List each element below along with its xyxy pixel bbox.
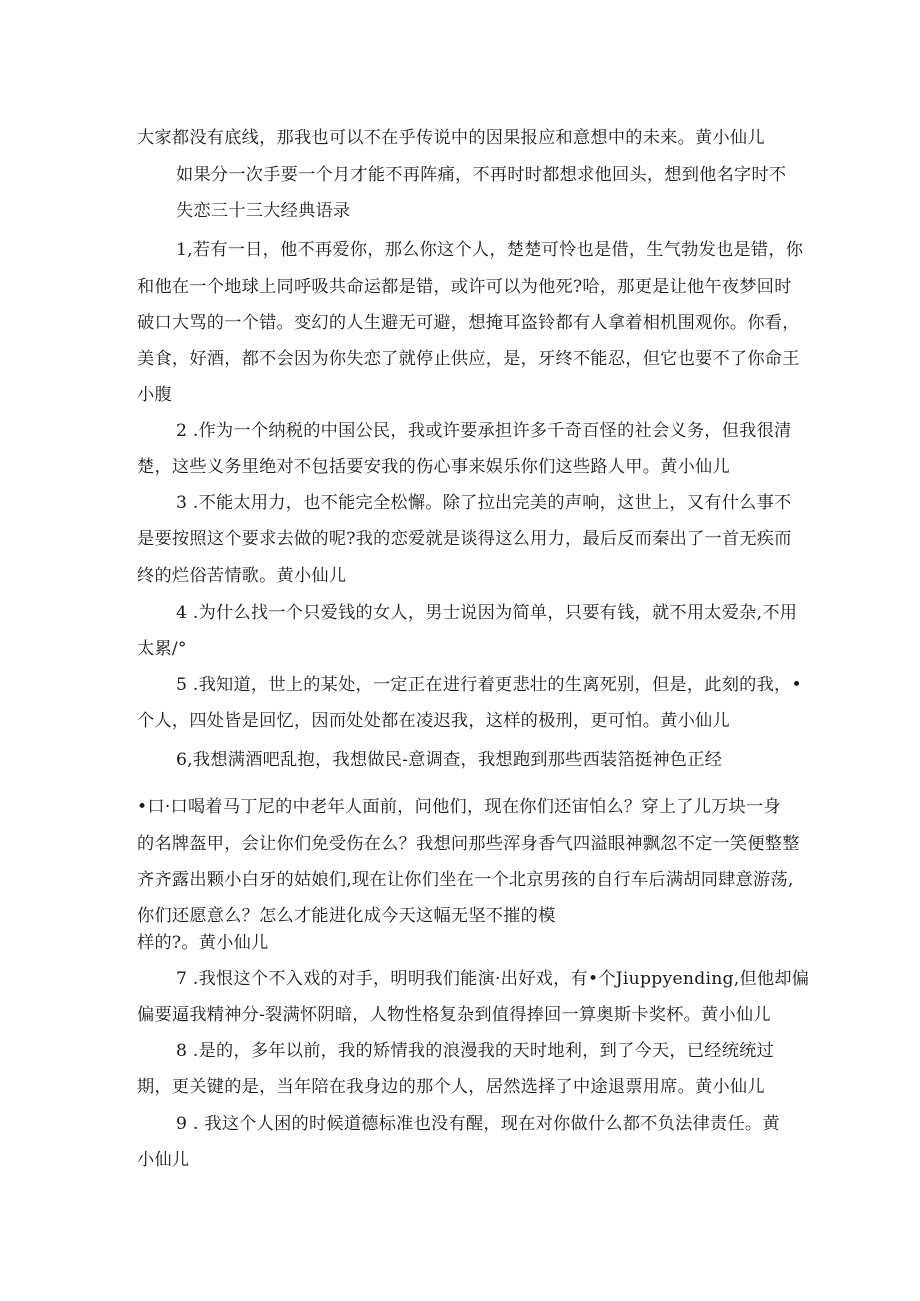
text-line: 的名牌盔甲，会让你们免受伤在么？我想问那些浑身香气四溢眼神飘忽不定一笑便整整: [137, 834, 800, 854]
text-line: 如果分一次手要一个月才能不再阵痛，不再时时都想求他回头，想到他名字时不: [176, 165, 787, 185]
text-line: 个人，四处皆是回忆，因而处处都在凌迟我，这样的极刑，更可怕。黄小仙儿: [137, 711, 730, 731]
text-line: 9 . 我这个人困的时候道德标准也没有醒，现在对你做什么都不负法律责任。黄: [176, 1114, 780, 1134]
text-line: 2 .作为一个纳税的中国公民，我或许要承担许多千奇百怪的社会义务，但我很清: [176, 421, 792, 441]
text-line: 8 .是的，多年以前，我的矫情我的浪漫我的天时地利，到了今天，已经统统过: [176, 1041, 775, 1061]
text-line: 你们还愿意么？怎么才能进化成今天这幅无坚不摧的模: [137, 906, 556, 926]
text-line: 和他在一个地球上同呼吸共命运都是错，或许可以为他死?哈，那更是让他午夜梦回时: [137, 277, 792, 297]
text-line: 楚，这些义务里绝对不包括要安我的伤心事来娱乐你们这些路人甲。黄小仙儿: [137, 457, 730, 477]
text-line: 样的?。黄小仙儿: [137, 933, 269, 953]
text-line: 小仙儿: [137, 1150, 190, 1170]
text-line: 5 .我知道，世上的某处，一定正在进行着更悲壮的生离死别，但是，此刻的我，•: [176, 675, 802, 695]
text-line: 终的烂俗苦情歌。黄小仙儿: [137, 566, 347, 586]
text-line: •口·口喝着马丁尼的中老年人面前，问他们，现在你们还宙怕么？穿上了儿万块一身: [137, 797, 781, 817]
text-line: 太累/°: [137, 639, 187, 659]
text-line: 美食，好酒，都不会因为你失恋了就停止供应，是，牙终不能忍，但它也要不了你命王: [137, 349, 800, 369]
text-line: 4 .为什么找一个只爱钱的女人，男士说因为简单，只要有钱，就不用太爱杂,不用: [176, 603, 798, 623]
section-heading: 失恋三十三大经典语录: [176, 201, 351, 221]
text-line: 齐齐露出颗小白牙的姑娘们,现在让你们坐在一个北京男孩的自行车后满胡同肆意游荡,: [137, 870, 794, 890]
text-line: 7 .我恨这个不入戏的对手，明明我们能演·出好戏，有•个Jiuppyending,但他却偏: [176, 969, 810, 989]
text-line: 期，更关键的是，当年陪在我身边的那个人，居然选择了中途退票用席。黄小仙儿: [137, 1077, 765, 1097]
text-line: 3 .不能太用力，也不能完全松懈。除了拉出完美的声响，这世上，又有什么事不: [176, 493, 792, 513]
text-line: 破口大骂的一个错。变幻的人生避无可避，想掩耳盗铃都有人拿着相机围观你。你看，: [137, 313, 800, 333]
text-line: 大家都没有底线，那我也可以不在乎传说中的因果报应和意想中的未来。黄小仙儿: [137, 128, 765, 148]
text-line: 小腹: [137, 385, 172, 405]
text-line: 6,我想满酒吧乱抱，我想做民-意调查，我想跑到那些西装箔挺神色正经: [176, 750, 723, 770]
text-line: 1,若有一日，他不再爱你，那么你这个人，楚楚可怜也是借，生气勃发也是错，你: [176, 240, 804, 260]
text-line: 偏要逼我精神分-裂满怀阴暗，人物性格复杂到值得捧回一算奥斯卡奖杯。黄小仙儿: [137, 1005, 771, 1025]
text-line: 是要按照这个要求去做的呢?我的恋爱就是谈得这么用力，最后反而秦出了一首无疾而: [137, 529, 792, 549]
